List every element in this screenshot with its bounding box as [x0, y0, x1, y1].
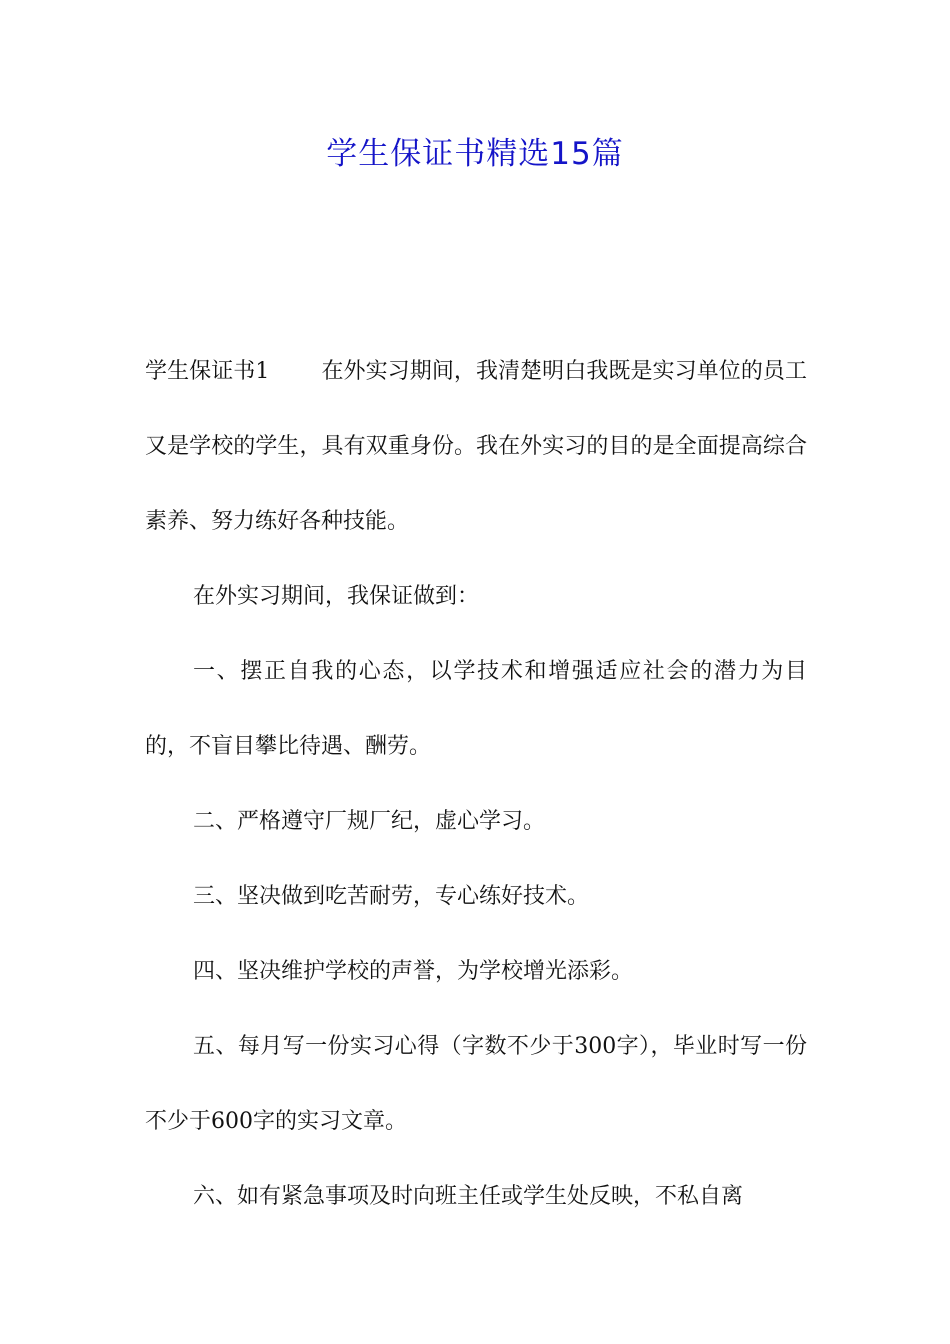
paragraph-1-text: 在外实习期间，我清楚明白我既是实习单位的员工又是学校的学生，具有双重身份。我在外实习的目的是全面提高综合素养、努力练好各种技能。 — [145, 359, 807, 534]
paragraph-7: 五、每月写一份实习心得（字数不少于300字），毕业时写一份不少于600字的实习文章。 — [145, 1034, 807, 1134]
section-heading: 学生保证书1 — [145, 359, 270, 384]
document-title: 学生保证书精选15篇 — [326, 136, 624, 172]
paragraph-3: 一、摆正自我的心态，以学技术和增强适应社会的潜力为目的，不盲目攀比待遇、酬劳。 — [145, 659, 807, 759]
document-body — [145, 334, 807, 1234]
paragraph-1 — [145, 334, 807, 559]
paragraph-5: 三、坚决做到吃苦耐劳，专心练好技术。 — [193, 884, 590, 909]
paragraph-6: 四、坚决维护学校的声誉，为学校增光添彩。 — [193, 959, 634, 984]
paragraph-8: 六、如有紧急事项及时向班主任或学生处反映，不私自离 — [193, 1184, 744, 1209]
paragraph-2: 在外实习期间，我保证做到： — [193, 584, 480, 609]
paragraph-4: 二、严格遵守厂规厂纪，虚心学习。 — [193, 809, 546, 834]
